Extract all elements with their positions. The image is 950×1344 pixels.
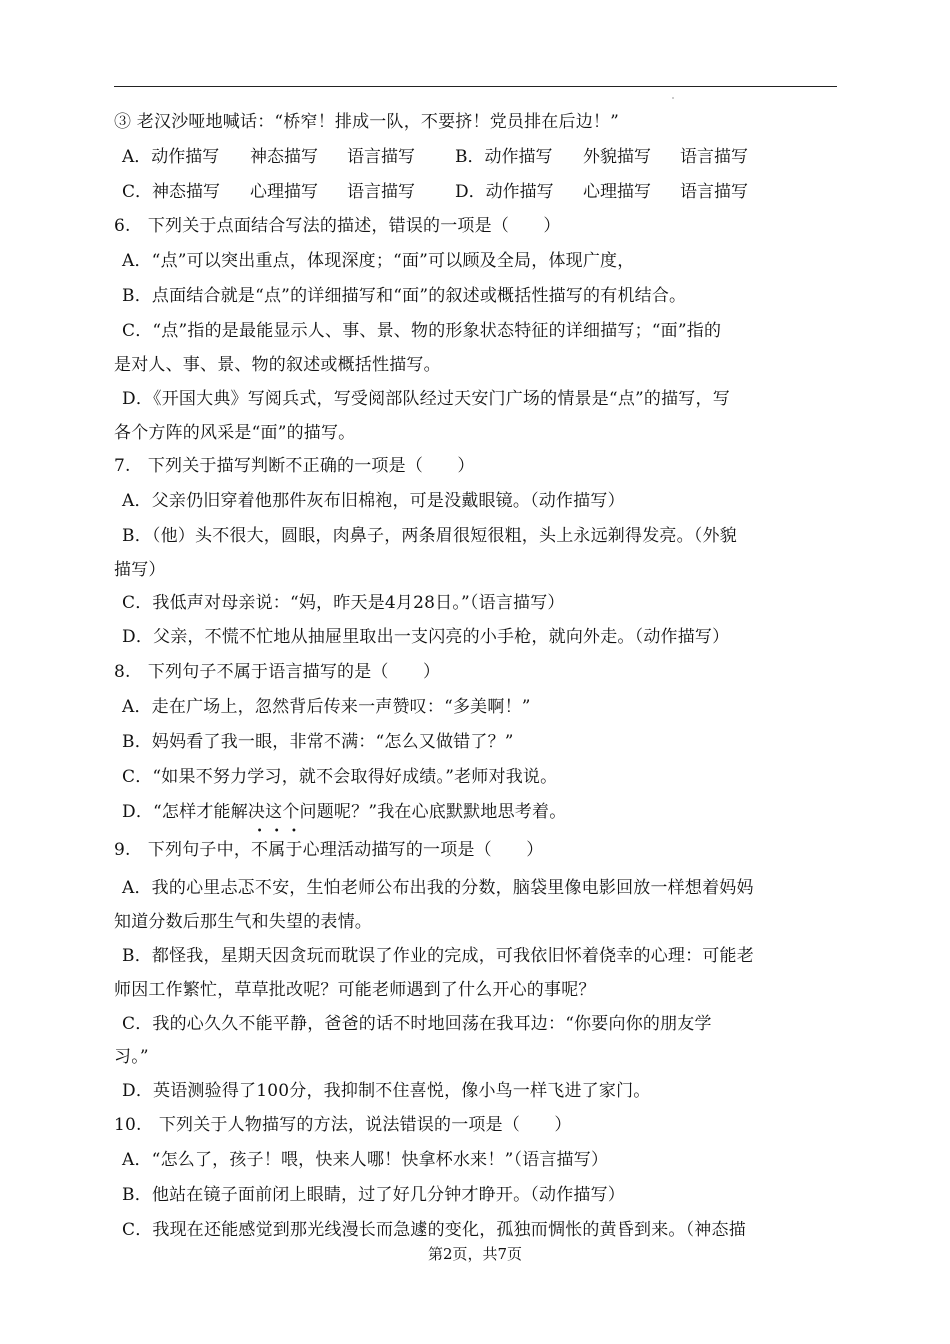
q9-option-d: D．英语测验得了100分，我抑制不住喜悦，像小鸟一样飞进了家门。: [122, 1081, 651, 1101]
q8-option-d: D．“怎样才能解决这个问题呢？”我在心底默默地思考着。: [122, 802, 567, 822]
q10-option-a: A．“怎么了，孩子！喂，快来人哪！快拿杯水来！”（语言描写）: [122, 1150, 609, 1170]
q9-option-a: A．我的心里忐忑不安，生怕老师公布出我的分数，脑袋里像电影回放一样想着妈妈: [122, 878, 754, 898]
q8-stem: 8. 下列句子不属于语言描写的是（ ）: [114, 662, 441, 682]
scan-speck: [672, 97, 674, 99]
header-rule: [114, 86, 837, 87]
q8-option-b: B．妈妈看了我一眼，非常不满：“怎么又做错了？”: [122, 732, 514, 752]
q9-option-a-cont: 知道分数后那生气和失望的表情。: [114, 912, 372, 932]
q5-option-d: D．动作描写: [455, 182, 554, 202]
q5-option-b-2: 外貌描写: [583, 147, 651, 167]
q7-stem: 7. 下列关于描写判断不正确的一项是（ ）: [114, 456, 475, 476]
q9-option-c: C．我的心久久不能平静，爸爸的话不时地回荡在我耳边：“你要向你的朋友学: [122, 1014, 712, 1034]
q9-option-b-cont: 师因工作繁忙，草草批改呢？可能老师遇到了什么开心的事呢？: [114, 980, 596, 1000]
q5-option-c: C．神态描写: [122, 182, 221, 202]
q5-option-c-2: 心理描写: [250, 182, 318, 202]
q8-option-c: C．“如果不努力学习，就不会取得好成绩。”老师对我说。: [122, 767, 558, 787]
q9-option-c-cont: 习。”: [114, 1047, 149, 1067]
q10-option-b: B．他站在镜子面前闭上眼睛，过了好几分钟才睁开。（动作描写）: [122, 1185, 625, 1205]
q7-option-c: C．我低声对母亲说：“妈，昨天是4月28日。”（语言描写）: [122, 593, 565, 613]
q5-option-a-3: 语言描写: [347, 147, 415, 167]
q5-item-3: ③ 老汉沙哑地喊话：“桥窄！排成一队，不要挤！党员排在后边！”: [114, 112, 619, 132]
q7-option-d: D．父亲，不慌不忙地从抽屉里取出一支闪亮的小手枪，就向外走。（动作描写）: [122, 627, 730, 647]
q9-emphasis-char: 于: [285, 840, 303, 860]
q9-emphasis-char: 属: [268, 840, 286, 860]
q5-option-b: B．动作描写: [455, 147, 553, 167]
q10-option-c: C．我现在还能感觉到那光线漫长而急遽的变化，孤独而惆怅的黄昏到来。（神态描: [122, 1220, 746, 1240]
q6-option-d: D．《开国大典》写阅兵式，写受阅部队经过天安门广场的情景是“点”的描写，写: [122, 389, 730, 409]
q5-option-a-2: 神态描写: [250, 147, 318, 167]
q10-stem: 10. 下列关于人物描写的方法，说法错误的一项是（ ）: [114, 1115, 572, 1135]
q7-option-b: B．（他）头不很大，圆眼，肉鼻子，两条眉很短很粗，头上永远剃得发亮。（外貌: [122, 526, 737, 546]
q6-stem: 6. 下列关于点面结合写法的描述，错误的一项是（ ）: [114, 216, 561, 236]
q9-emphasis-char: 不: [251, 840, 269, 860]
q6-option-d-cont: 各个方阵的风采是“面”的描写。: [114, 423, 356, 443]
q6-option-a: A．“点”可以突出重点，体现深度；“面”可以顾及全局，体现广度，: [122, 251, 635, 271]
page-footer: 第2页，共7页: [427, 1245, 523, 1263]
q6-option-c-cont: 是对人、事、景、物的叙述或概括性描写。: [114, 355, 441, 375]
q6-option-b: B．点面结合就是“点”的详细描写和“面”的叙述或概括性描写的有机结合。: [122, 286, 687, 306]
q9-option-b: B．都怪我，星期天因贪玩而耽误了作业的完成，可我依旧怀着侥幸的心理：可能老: [122, 946, 754, 966]
q6-option-c: C．“点”指的是最能显示人、事、景、物的形象状态特征的详细描写；“面”指的: [122, 321, 722, 341]
q5-option-d-3: 语言描写: [680, 182, 748, 202]
q5-option-d-2: 心理描写: [583, 182, 651, 202]
q7-option-a: A．父亲仍旧穿着他那件灰布旧棉袍，可是没戴眼镜。（动作描写）: [122, 491, 625, 511]
q5-option-b-3: 语言描写: [680, 147, 748, 167]
q5-option-a: A．动作描写: [122, 147, 220, 167]
q9-stem-suffix: 心理活动描写的一项是（ ）: [302, 840, 544, 860]
q9-stem: [114, 839, 543, 861]
q7-option-b-cont: 描写）: [114, 560, 166, 580]
q8-option-a: A．走在广场上，忽然背后传来一声赞叹：“多美啊！”: [122, 697, 531, 717]
q5-option-c-3: 语言描写: [347, 182, 415, 202]
q9-stem-prefix: 9. 下列句子中，: [114, 840, 252, 860]
